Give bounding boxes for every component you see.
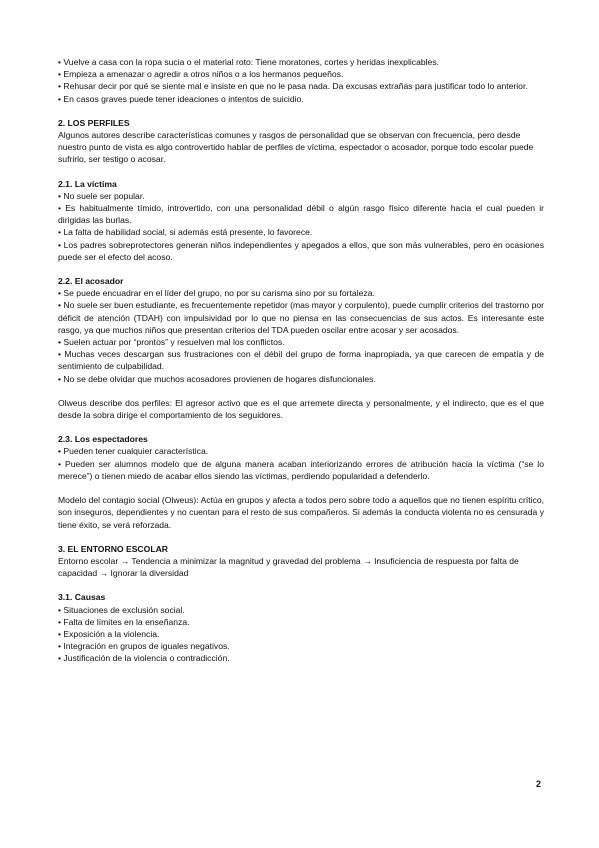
page-content [58,56,544,665]
bullet-item: • Exposición a la violencia. [58,628,160,639]
bullet-item: • Integración en grupos de iguales negativos. [58,641,230,652]
bullet-item: • Pueden tener cualquier característica. [58,446,209,457]
bullet-item: • Muchas veces descargan sus frustraciones con el débil del grupo de forma inapropiada, ya que carecen de empatía y de sentimiento de culpabilidad. [58,349,544,372]
bullet-item: • Justificación de la violencia o contradicción. [58,653,230,664]
paragraph: Entorno escolar → Tendencia a minimizar la magnitud y gravedad del problema → Insuficiencia de respuesta por falta de capacidad → Ignorar la diversidad [58,555,519,579]
page-number: 2 [535,779,541,789]
bullet-item: • Los padres sobreprotectores generan niños independientes y apegados a ellos, que son más vulnerables, pero en ocasiones puede ser el efecto del acoso. [58,239,544,262]
bullet-item: • Situaciones de exclusión social. [58,604,185,615]
bullet-item: • Es habitualmente tímido, introvertido, con una personalidad débil o algún rasgo físico diferente hacia el cual pueden ir dirigidas las burlas. [58,203,544,226]
bullet-item: • Pueden ser alumnos modelo que de alguna manera acaban interiorizando errores de atribución hacia la víctima (“se lo merece”) o tienen miedo de acabar ellos siendo las víctimas, perdiendo popularidad a defenderlo. [58,458,544,481]
bullet-item: • No suele ser buen estudiante, es frecuentemente repetidor (mas mayor y corpulento), puede cumplir criterios del trastorno por déficit de atención (TDAH) con impulsividad por lo que no piensa en las consecuencias de sus actos. Es interesante este rasgo, ya que muchos niños que presentan criterios del TDA pueden oscilar entre acosar y ser acosados. [58,300,544,335]
paragraph: Olweus describe dos perfiles: El agresor activo que es el que arremete directa y personalmente, y el indirecto, que es el que desde la sobra dirige el comportamiento de los seguidores. [58,397,544,421]
section-heading: 3. EL ENTORNO ESCOLAR [58,543,168,554]
subsection-heading: 2.3. Los espectadores [58,434,148,445]
bullet-item: • Suelen actuar por “prontos” y resuelven mal los conflictos. [58,337,285,348]
bullet-item: • No suele ser popular. [58,190,145,201]
bullet-item: • Vuelve a casa con la ropa sucia o el material roto: Tiene moratones, cortes y heridas inexplicables. [58,57,440,67]
bullet-item: • La falta de habilidad social, si además está presente, lo favorece. [58,227,313,238]
subsection-heading: 2.2. El acosador [58,276,124,287]
bullet-item: • Rehusar decir por qué se siente mal e insiste en que no le pasa nada. Da excusas extrañas para justificar todo lo anterior. [58,81,528,92]
paragraph: Modelo del contagio social (Olweus): Actúa en grupos y afecta a todos pero sobre todo a aquellos que no tienen espíritu crítico, son inseguros, dependientes y no cuentan para el resto de sus compañeros. Si además la conducta violenta no es censurada y tiene éxito, se verá reforzada. [58,495,544,530]
bullet-item: • Falta de límites en la enseñanza. [58,616,190,627]
subsection-heading: 2.1. La víctima [58,178,117,189]
bullet-item: • No se debe olvidar que muchos acosadores provienen de hogares disfuncionales. [58,373,376,384]
bullet-item: • Empieza a amenazar o agredir a otros niños o a los hermanos pequeños. [58,69,344,80]
paragraph: Algunos autores describe características comunes y rasgos de personalidad que se observan con frecuencia, pero desde nuestro punto de vista es algo controvertido hablar de perfiles de víctima, espectador o acosador, porque todo escolar puede sufrirlo, ser testigo o acosar. [58,130,534,165]
bullet-item: • En casos graves puede tener ideaciones o intentos de suicidio. [58,93,304,104]
subsection-heading: 3.1. Causas [58,592,106,603]
section-heading: 2. LOS PERFILES [58,117,130,128]
bullet-item: • Se puede encuadrar en el líder del grupo, no por su carisma sino por su fortaleza. [58,288,375,299]
